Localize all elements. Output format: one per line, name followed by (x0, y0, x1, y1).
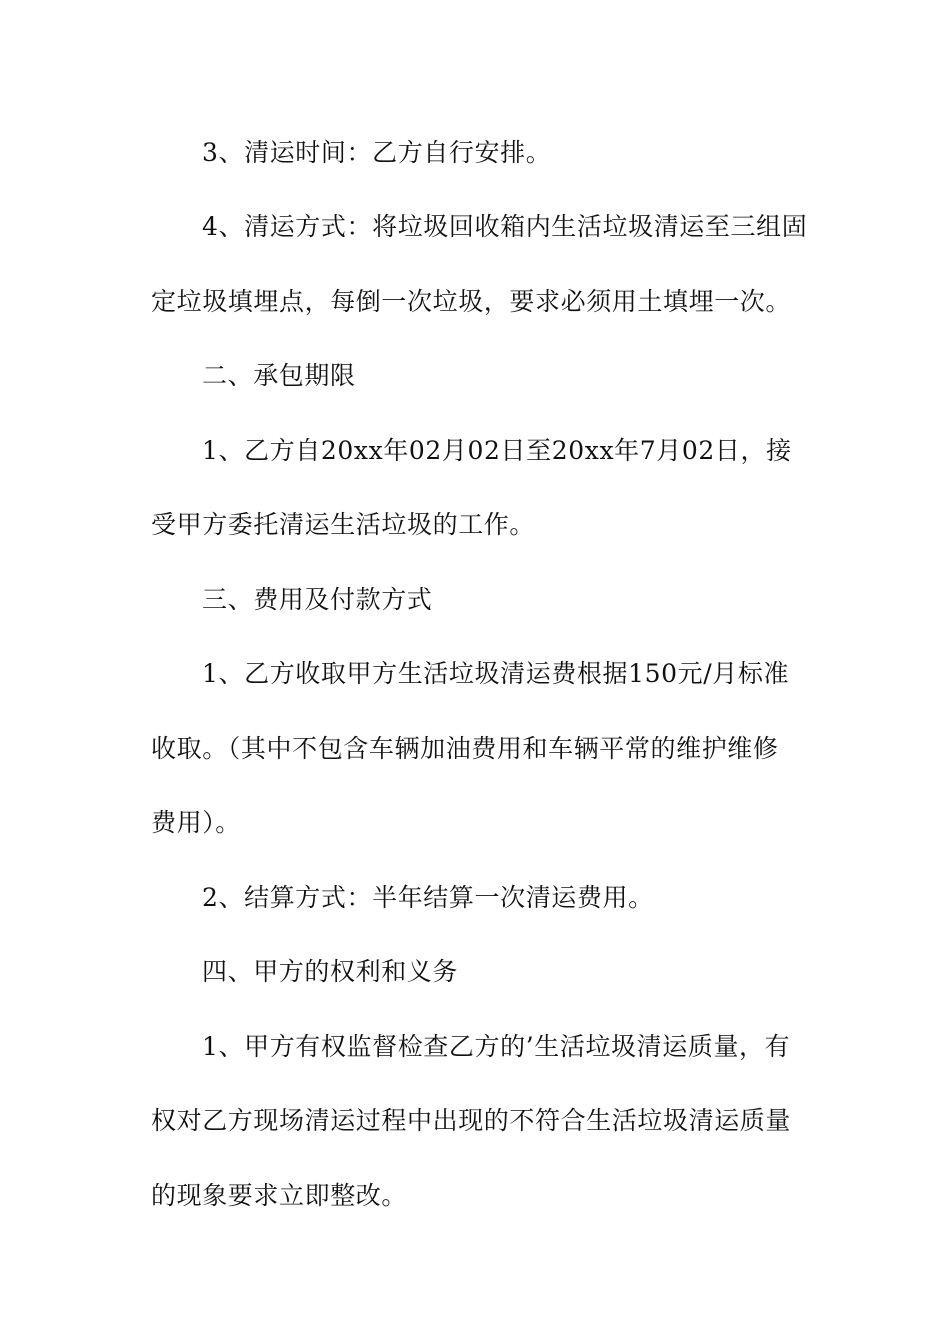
paragraph-supervision-right-cont: 权对乙方现场清运过程中出现的不符合生活垃圾清运质量 (151, 1106, 792, 1135)
paragraph-clearance-method-cont: 定垃圾填埋点，每倒一次垃圾，要求必须用土填埋一次。 (151, 287, 792, 316)
paragraph-clearance-time: 3、清运时间：乙方自行安排。 (202, 138, 552, 167)
paragraph-clearance-method: 4、清运方式：将垃圾回收箱内生活垃圾清运至三组固 (202, 212, 808, 241)
section-heading-contract-term: 二、承包期限 (202, 361, 356, 390)
paragraph-fee-standard: 1、乙方收取甲方生活垃圾清运费根据150元/月标准 (202, 659, 790, 688)
paragraph-settlement-method: 2、结算方式：半年结算一次清运费用。 (202, 883, 654, 912)
paragraph-contract-period-cont: 受甲方委托清运生活垃圾的工作。 (151, 510, 536, 539)
section-heading-fees-payment: 三、费用及付款方式 (202, 585, 433, 614)
paragraph-supervision-right: 1、甲方有权监督检查乙方的’生活垃圾清运质量，有 (202, 1032, 791, 1061)
paragraph-supervision-right-end: 的现象要求立即整改。 (151, 1181, 408, 1210)
section-heading-party-a-rights: 四、甲方的权利和义务 (202, 957, 459, 986)
paragraph-contract-period: 1、乙方自20xx年02月02日至20xx年7月02日，接 (202, 436, 792, 465)
paragraph-fee-standard-cont: 收取。（其中不包含车辆加油费用和车辆平常的维护维修 (151, 734, 779, 763)
paragraph-fee-standard-end: 费用）。 (151, 808, 241, 837)
